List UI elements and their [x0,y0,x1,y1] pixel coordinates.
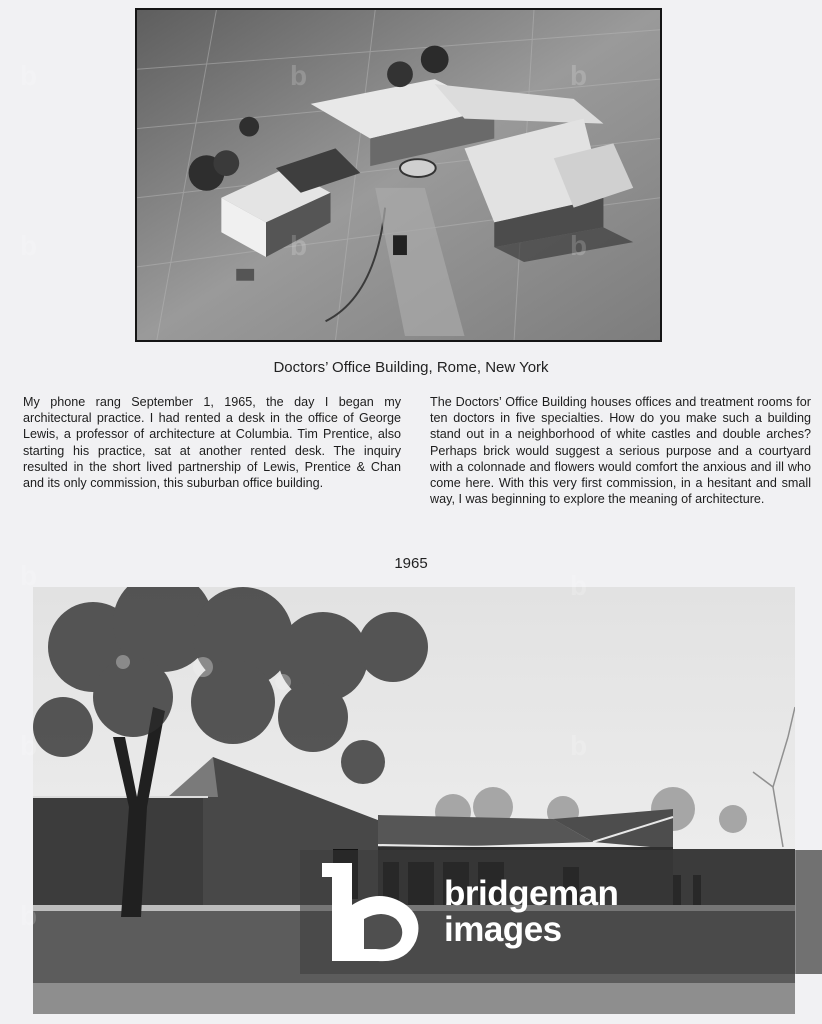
year-label: 1965 [394,555,428,572]
watermark-strip [796,850,822,974]
bridgeman-b-icon [320,857,430,967]
paragraph-left: My phone rang September 1, 1965, the day I began my architectural practice. I had rented a desk in the office of George Lewis, a professor of architecture at Columbia. Tim Prentice, also starting his practice, sat at another rented desk. The inquiry resulted in the short lived partnership of Lewis, Prentice & Chan and its only commission, this suburban office building. [23,395,401,491]
watermark-glyph-icon: b [20,230,38,261]
watermark-text [444,876,618,948]
photo-caption: Doctors’ Office Building, Rome, New York [273,359,549,376]
watermark-logo [300,850,822,974]
watermark-glyph-icon: b [20,60,38,91]
model-photo [135,8,662,342]
watermark-line1: bridgeman [444,874,619,913]
watermark-line2: images [444,910,562,949]
paragraph-right: The Doctors’ Office Building houses offices and treatment rooms for ten doctors in five specialties. How do you make such a building stand out in a neighborhood of white castles and double arches? Perhaps brick would suggest a serious purpose and a courtyard with a colonnade and flowers would comfort the anxious and ill who come here. With this very first commission, in a hesitant and small way, I was beginning to explore the meaning of architecture. [430,395,811,507]
watermark-glyph-icon: b [20,900,38,931]
watermark-glyph-icon: b [570,570,588,601]
watermark-glyph-icon: b [20,560,38,591]
watermark-glyph-icon: b [20,730,38,761]
